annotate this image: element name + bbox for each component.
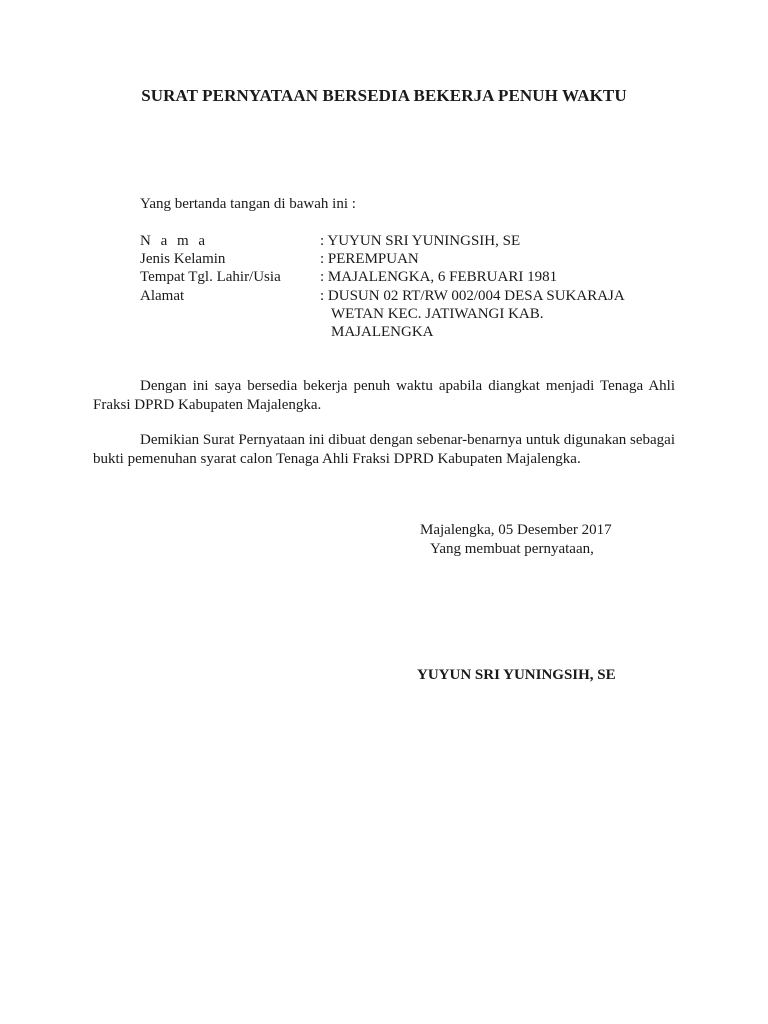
maker-label: Yang membuat pernyataan, [430,541,594,557]
alamat-line-2: WETAN KEC. JATIWANGI KAB. [331,306,544,322]
alamat-value: : DUSUN 02 RT/RW 002/004 DESA SUKARAJA [320,288,625,304]
signer-name: YUYUN SRI YUNINGSIH, SE [417,667,616,683]
ttl-value: : MAJALENGKA, 6 FEBRUARI 1981 [320,269,558,285]
kelamin-label: Jenis Kelamin [140,251,226,267]
paragraph-closing: Demikian Surat Pernyataan ini dibuat dengan sebenar-benarnya untuk digunakan sebagai bukti pemenuhan syarat calon Tenaga Ahli Fraksi DPRD Kabupaten Majalengka. [93,432,675,467]
ttl-label: Tempat Tgl. Lahir/Usia [140,269,281,285]
alamat-line-3: MAJALENGKA [331,324,434,340]
kelamin-value: : PEREMPUAN [320,251,419,267]
intro-text: Yang bertanda tangan di bawah ini : [140,196,356,212]
alamat-label: Alamat [140,288,185,304]
paragraph-commitment: Dengan ini saya bersedia bekerja penuh waktu apabila diangkat menjadi Tenaga Ahli Fraksi DPRD Kabupaten Majalengka. [93,378,675,413]
nama-value: : YUYUN SRI YUNINGSIH, SE [320,233,521,249]
place-date: Majalengka, 05 Desember 2017 [420,522,612,538]
document-title: SURAT PERNYATAAN BERSEDIA BEKERJA PENUH WAKTU [141,86,627,105]
nama-label: N a m a [140,233,209,249]
